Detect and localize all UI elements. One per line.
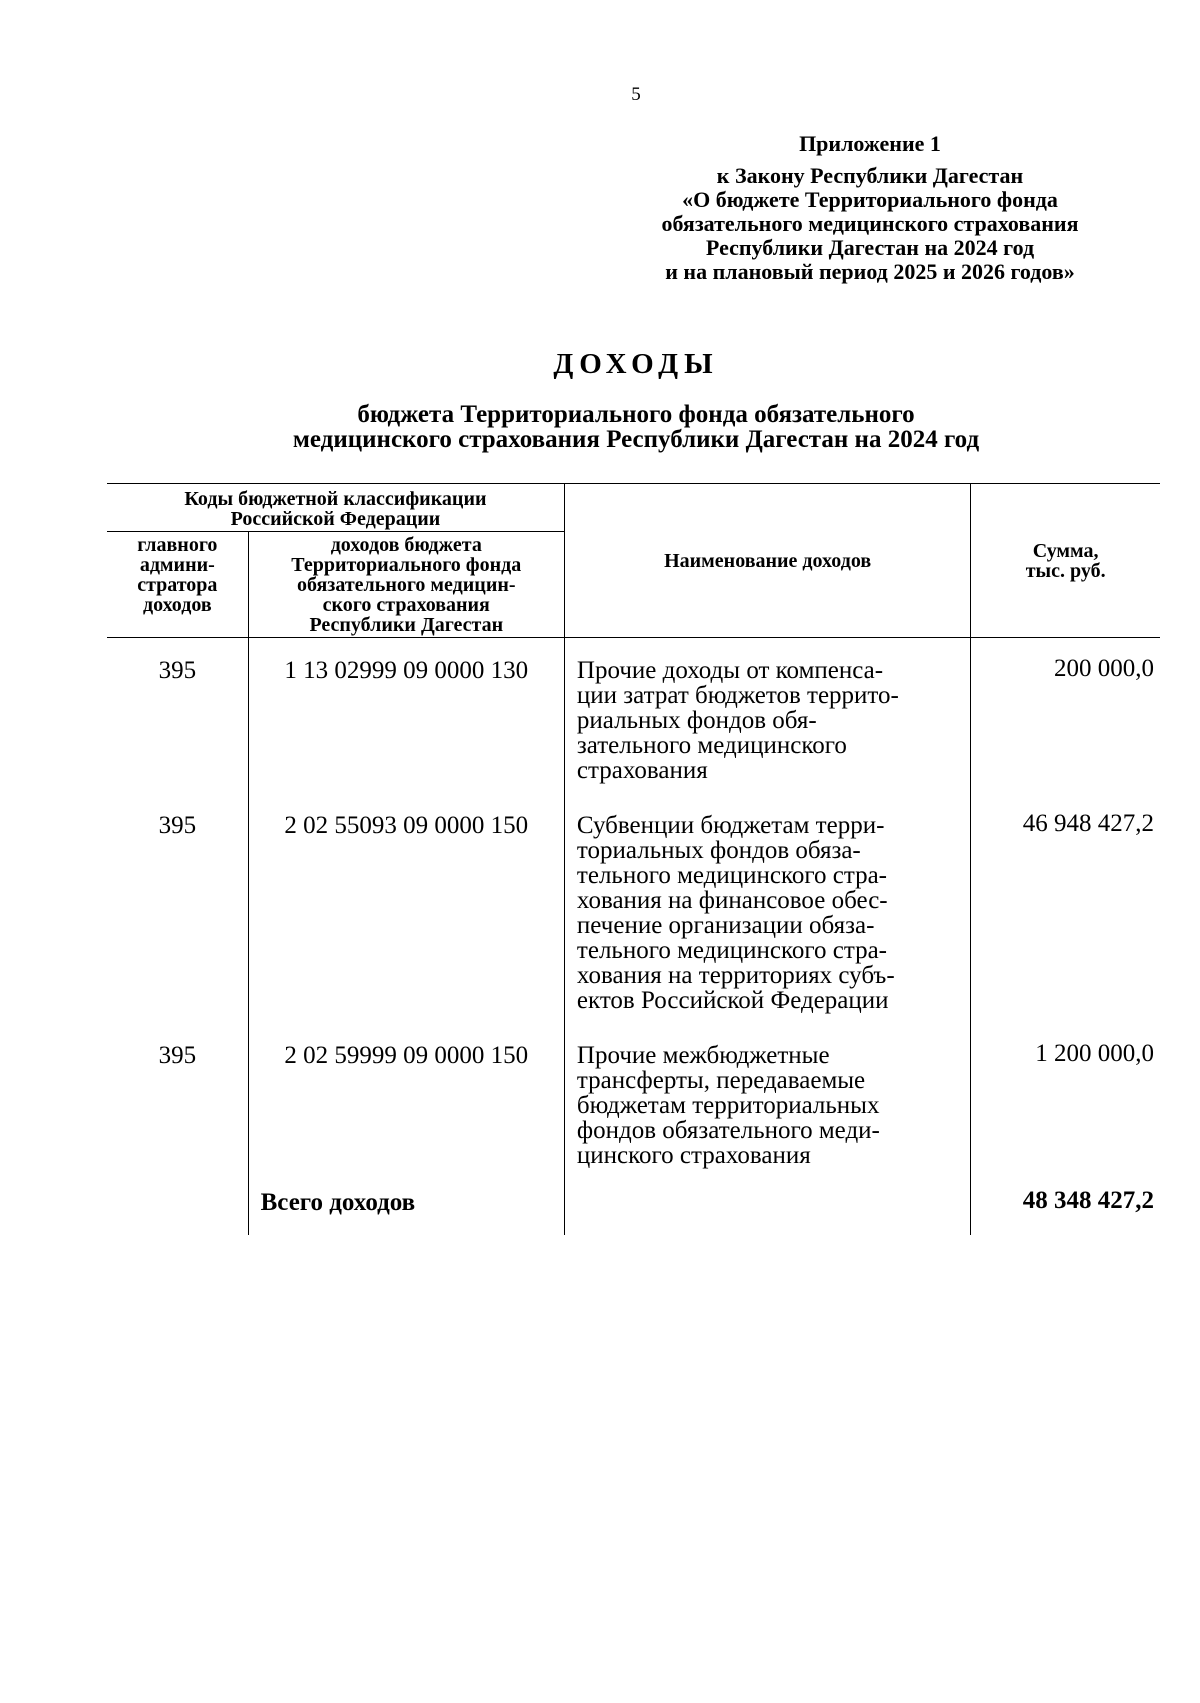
document-title: ДОХОДЫ [553,348,719,380]
admin-code-cell: 395 [158,1042,197,1069]
appendix-line: и на плановый период 2025 и 2026 годов» [665,259,1075,284]
appendix-line: обязательного медицинского страхования [661,211,1079,236]
name-line: трансферты, передаваемые [576,1067,866,1094]
appendix-line: «О бюджете Территориального фонда [682,187,1058,212]
name-line: тельного медицинского стра- [576,862,888,889]
header-classification-group [107,484,564,532]
header-text: Российской Федерации [230,508,441,530]
name-line: страхования [576,757,708,784]
name-line: хования на финансовое обес- [576,887,888,914]
name-line: печение организации обяза- [576,912,875,939]
name-line: риальных фондов обя- [576,707,817,734]
table-row [107,793,1160,1023]
page-number: 5 [631,84,641,105]
income-table [107,483,1160,1235]
header-text: главного [137,534,218,556]
header-admin [107,532,248,638]
header-text: тыс. руб. [1025,559,1106,582]
header-text: доходов [142,594,212,616]
income-code-cell: 2 02 59999 09 0000 150 [248,1023,564,1178]
name-line: бюджетам территориальных [576,1092,880,1119]
name-line: Прочие межбюджетные [576,1042,830,1069]
appendix-line: к Закону Республики Дагестан [716,163,1024,188]
total-empty-cell [107,1178,248,1235]
header-sum [971,484,1160,638]
header-income-code [248,532,564,638]
sum-cell: 1 200 000,0 [971,1023,1160,1178]
name-line: фондов обязательного меди- [576,1117,880,1144]
total-sum: 48 348 427,2 [971,1178,1160,1235]
name-line: ектов Российской Федерации [576,987,889,1014]
subtitle-line: бюджета Территориального фонда обязательного [357,401,915,428]
header-text: обязательного медицин- [296,574,516,596]
income-code-cell: 2 02 55093 09 0000 150 [248,793,564,1023]
header-text: ского страхования [322,594,490,616]
subtitle-line: медицинского страхования Республики Дагестан на 2024 год [292,426,980,453]
header-text: Сумма, [1032,539,1099,562]
name-line: цинского страхования [576,1142,811,1169]
admin-code-cell: 395 [158,657,197,684]
header-text: стратора [137,574,218,596]
total-name-cell [564,1178,970,1235]
table-row [107,1023,1160,1178]
name-line: зательного медицинского [576,732,847,759]
name-line: тельного медицинского стра- [576,937,888,964]
appendix-header [630,132,1110,284]
header-text: Территориального фонда [291,554,522,576]
income-code-cell: 1 13 02999 09 0000 130 [248,638,564,794]
income-name-cell [564,793,970,1023]
admin-code-cell: 395 [158,812,197,839]
appendix-title: Приложение 1 [799,131,941,156]
name-line: хования на территориях субъ- [576,962,895,989]
header-text: Республики Дагестан [309,614,504,636]
document-subtitle [0,402,1200,452]
name-line: Субвенции бюджетам терри- [576,812,885,839]
table-row [107,638,1160,794]
income-name-cell [564,1023,970,1178]
header-text: доходов бюджета [330,534,482,556]
header-text: Коды бюджетной классификации [184,488,487,510]
name-line: ции затрат бюджетов террито- [576,682,899,709]
header-text: админи- [139,554,215,576]
total-row [107,1178,1160,1235]
total-label: Всего доходов [248,1178,564,1235]
sum-cell: 200 000,0 [971,638,1160,794]
appendix-line: Республики Дагестан на 2024 год [705,235,1035,260]
name-line: ториальных фондов обяза- [576,837,861,864]
header-income-name: Наименование доходов [564,484,970,638]
income-name-cell [564,638,970,794]
name-line: Прочие доходы от компенса- [576,657,884,684]
sum-cell: 46 948 427,2 [971,793,1160,1023]
